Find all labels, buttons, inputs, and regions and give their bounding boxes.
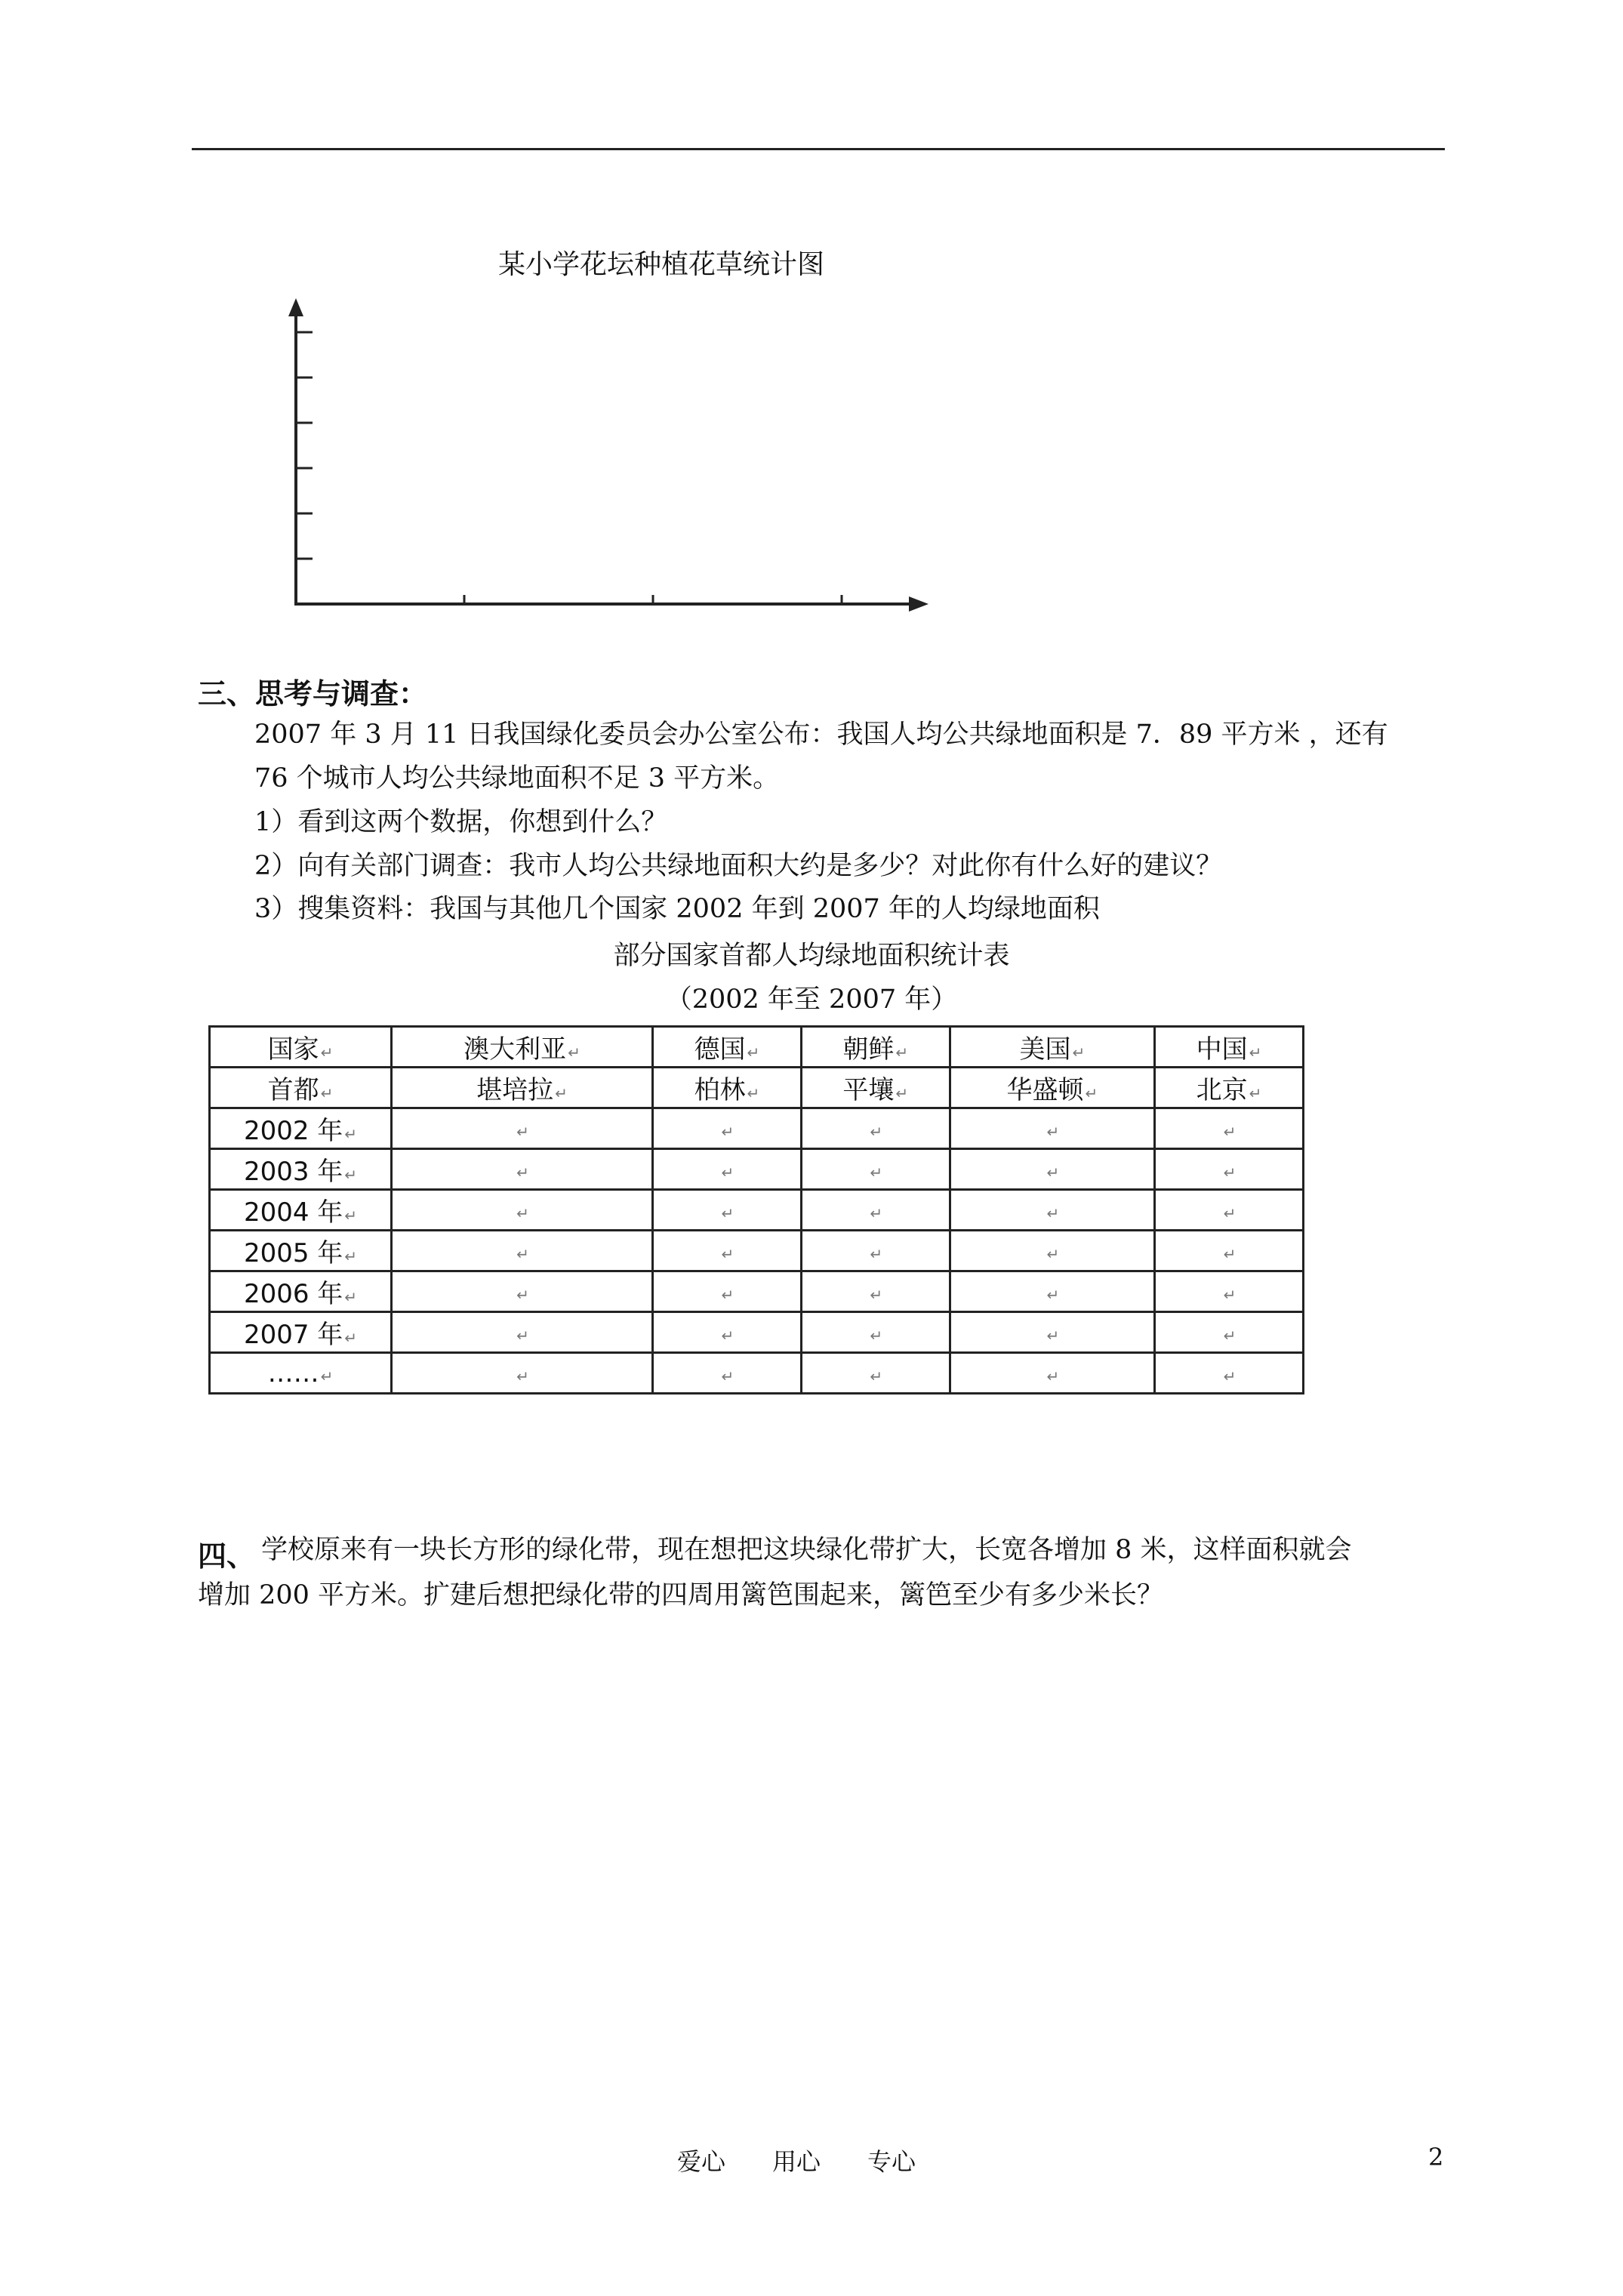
- table-cell: [652, 1149, 801, 1190]
- table-cell: [801, 1108, 950, 1149]
- footer-motto: 爱心: [677, 2147, 726, 2176]
- header-rule: [192, 148, 1445, 150]
- cell-mark: ↵: [1085, 1084, 1098, 1102]
- header-cell: [801, 1068, 950, 1108]
- header-cell-text: 北京: [1196, 1075, 1248, 1105]
- cell-mark: ↵: [1223, 1285, 1236, 1304]
- row-label-cell: [210, 1231, 392, 1271]
- cell-mark: ↵: [344, 1247, 358, 1265]
- table-title: 部分国家首都人均绿地面积统计表: [613, 941, 1010, 971]
- row-label: 2006 年: [243, 1279, 343, 1309]
- cell-mark: ↵: [344, 1207, 358, 1225]
- header-cell: [652, 1068, 801, 1108]
- table-cell: [392, 1190, 653, 1231]
- table-cell: [801, 1312, 950, 1353]
- cell-mark: ↵: [1249, 1043, 1262, 1062]
- table-header-row: [210, 1027, 1304, 1068]
- table-subtitle: （2002 年至 2007 年）: [665, 985, 958, 1015]
- row-label: 2005 年: [243, 1238, 343, 1268]
- cell-mark: ↵: [1046, 1285, 1060, 1304]
- table-cell: [652, 1190, 801, 1231]
- cell-mark: ↵: [721, 1326, 735, 1345]
- footer-mottos: [677, 2143, 916, 2177]
- cell-mark: ↵: [1223, 1203, 1236, 1222]
- table-cell: [1155, 1271, 1304, 1312]
- cell-mark: ↵: [870, 1367, 883, 1385]
- x-axis-arrow: [909, 596, 929, 612]
- cell-mark: ↵: [870, 1122, 883, 1141]
- row-label: ……: [267, 1358, 319, 1388]
- table-cell: [801, 1353, 950, 1394]
- header-cell-text: 朝鲜: [842, 1034, 895, 1065]
- section4-line2: 增加 200 平方米。扩建后想把绿化带的四周用篱笆围起来，篱笆至少有多少米长？: [198, 1580, 1164, 1610]
- y-ticks: [296, 332, 313, 559]
- table-cell: [392, 1231, 653, 1271]
- header-cell: [1155, 1068, 1304, 1108]
- table-cell: [1155, 1190, 1304, 1231]
- cell-mark: ↵: [721, 1163, 735, 1182]
- cell-mark: ↵: [1046, 1244, 1060, 1263]
- row-label-cell: [210, 1353, 392, 1394]
- cell-mark: ↵: [344, 1288, 358, 1306]
- table-cell: [652, 1108, 801, 1149]
- section3-para-line2: 76 个城市人均公共绿地面积不足 3 平方米。: [254, 763, 780, 794]
- cell-mark: ↵: [721, 1244, 735, 1263]
- cell-mark: ↵: [870, 1285, 883, 1304]
- table-cell: [652, 1231, 801, 1271]
- cell-mark: ↵: [344, 1125, 358, 1143]
- table-cell: [392, 1312, 653, 1353]
- table-cell: [1155, 1231, 1304, 1271]
- cell-mark: ↵: [747, 1043, 760, 1062]
- cell-mark: ↵: [1046, 1163, 1060, 1182]
- cell-mark: ↵: [320, 1367, 334, 1385]
- cell-mark: ↵: [870, 1326, 883, 1345]
- table-cell: [801, 1190, 950, 1231]
- table-cell: [652, 1312, 801, 1353]
- table-row: [210, 1271, 1304, 1312]
- table-cell: [801, 1271, 950, 1312]
- cell-mark: ↵: [895, 1084, 909, 1102]
- table-cell: [950, 1149, 1154, 1190]
- cell-mark: ↵: [721, 1122, 735, 1141]
- header-cell: [210, 1027, 392, 1068]
- header-cell: [950, 1068, 1154, 1108]
- header-cell: [652, 1027, 801, 1068]
- table-cell: [950, 1353, 1154, 1394]
- cell-mark: ↵: [870, 1163, 883, 1182]
- table-row: [210, 1312, 1304, 1353]
- table-cell: [950, 1271, 1154, 1312]
- cell-mark: ↵: [320, 1043, 334, 1062]
- table-cell: [1155, 1108, 1304, 1149]
- cell-mark: ↵: [516, 1203, 529, 1222]
- cell-mark: ↵: [516, 1244, 529, 1263]
- row-label: 2003 年: [243, 1157, 343, 1187]
- cell-mark: ↵: [721, 1203, 735, 1222]
- cell-mark: ↵: [320, 1084, 334, 1102]
- header-cell-text: 澳大利亚: [463, 1034, 567, 1065]
- section3-para-line1: 2007 年 3 月 11 日我国绿化委员会办公室公布：我国人均公共绿地面积是 7．89 平方米 ，还有: [254, 720, 1388, 750]
- cell-mark: ↵: [1223, 1163, 1236, 1182]
- header-cell: [801, 1027, 950, 1068]
- cell-mark: ↵: [870, 1203, 883, 1222]
- table-cell: [950, 1108, 1154, 1149]
- cell-mark: ↵: [1223, 1326, 1236, 1345]
- section4-line1: 学校原来有一块长方形的绿化带，现在想把这块绿化带扩大，长宽各增加 8 米，这样面积就会: [261, 1535, 1352, 1565]
- header-cell-text: 国家: [267, 1034, 319, 1065]
- table-cell: [950, 1312, 1154, 1353]
- section4-title: 四、: [198, 1539, 256, 1573]
- header-cell-text: 首都: [267, 1075, 319, 1105]
- table-row: [210, 1149, 1304, 1190]
- chart-title: 某小学花坛种植花草统计图: [498, 249, 825, 280]
- table-cell: [652, 1353, 801, 1394]
- table-row: [210, 1108, 1304, 1149]
- footer-motto: 专心: [867, 2147, 916, 2176]
- cell-mark: ↵: [516, 1326, 529, 1345]
- cell-mark: ↵: [1046, 1203, 1060, 1222]
- table-row: [210, 1353, 1304, 1394]
- row-label: 2007 年: [243, 1320, 343, 1350]
- table-cell: [392, 1108, 653, 1149]
- cell-mark: ↵: [895, 1043, 909, 1062]
- table-cell: [392, 1353, 653, 1394]
- table-cell: [392, 1271, 653, 1312]
- chart-axes: [279, 298, 929, 630]
- cell-mark: ↵: [721, 1367, 735, 1385]
- table-header-row: [210, 1068, 1304, 1108]
- cell-mark: ↵: [516, 1163, 529, 1182]
- row-label-cell: [210, 1190, 392, 1231]
- header-cell-text: 柏林: [694, 1075, 746, 1105]
- table-cell: [1155, 1312, 1304, 1353]
- cell-mark: ↵: [555, 1084, 568, 1102]
- row-label-cell: [210, 1108, 392, 1149]
- question-2: 2）向有关部门调查：我市人均公共绿地面积大约是多少？对此你有什么好的建议？: [254, 851, 1223, 881]
- cell-mark: ↵: [1046, 1367, 1060, 1385]
- question-3: 3）搜集资料：我国与其他几个国家 2002 年到 2007 年的人均绿地面积: [254, 894, 1100, 924]
- table-cell: [1155, 1353, 1304, 1394]
- cell-mark: ↵: [1223, 1367, 1236, 1385]
- stats-table: [208, 1025, 1304, 1395]
- cell-mark: ↵: [1223, 1122, 1236, 1141]
- cell-mark: ↵: [1249, 1084, 1262, 1102]
- y-axis-arrow: [288, 298, 303, 316]
- table-cell: [801, 1149, 950, 1190]
- header-cell: [1155, 1027, 1304, 1068]
- cell-mark: ↵: [721, 1285, 735, 1304]
- cell-mark: ↵: [516, 1122, 529, 1141]
- header-cell: [210, 1068, 392, 1108]
- header-cell-text: 平壤: [842, 1075, 895, 1105]
- section3-title: 三、思考与调查：: [198, 676, 428, 710]
- cell-mark: ↵: [516, 1367, 529, 1385]
- table-cell: [1155, 1149, 1304, 1190]
- cell-mark: ↵: [1046, 1326, 1060, 1345]
- table-row: [210, 1190, 1304, 1231]
- header-cell: [392, 1027, 653, 1068]
- row-label: 2002 年: [243, 1116, 343, 1146]
- header-cell-text: 堪培拉: [476, 1075, 554, 1105]
- table-cell: [801, 1231, 950, 1271]
- footer-motto: 用心: [772, 2147, 821, 2176]
- row-label-cell: [210, 1149, 392, 1190]
- row-label-cell: [210, 1271, 392, 1312]
- page-number: 2: [1428, 2143, 1444, 2171]
- header-cell: [950, 1027, 1154, 1068]
- cell-mark: ↵: [870, 1244, 883, 1263]
- cell-mark: ↵: [568, 1043, 581, 1062]
- table-cell: [950, 1190, 1154, 1231]
- table-cell: [950, 1231, 1154, 1271]
- header-cell-text: 德国: [694, 1034, 746, 1065]
- cell-mark: ↵: [1223, 1244, 1236, 1263]
- table-row: [210, 1231, 1304, 1271]
- cell-mark: ↵: [1046, 1122, 1060, 1141]
- question-1: 1）看到这两个数据，你想到什么？: [254, 807, 668, 837]
- row-label: 2004 年: [243, 1197, 343, 1228]
- cell-mark: ↵: [344, 1166, 358, 1184]
- cell-mark: ↵: [516, 1285, 529, 1304]
- cell-mark: ↵: [747, 1084, 760, 1102]
- row-label-cell: [210, 1312, 392, 1353]
- table-cell: [652, 1271, 801, 1312]
- cell-mark: ↵: [344, 1329, 358, 1347]
- header-cell-text: 华盛顿: [1006, 1075, 1084, 1105]
- cell-mark: ↵: [1072, 1043, 1086, 1062]
- header-cell: [392, 1068, 653, 1108]
- header-cell-text: 中国: [1196, 1034, 1248, 1065]
- header-cell-text: 美国: [1019, 1034, 1071, 1065]
- table-cell: [392, 1149, 653, 1190]
